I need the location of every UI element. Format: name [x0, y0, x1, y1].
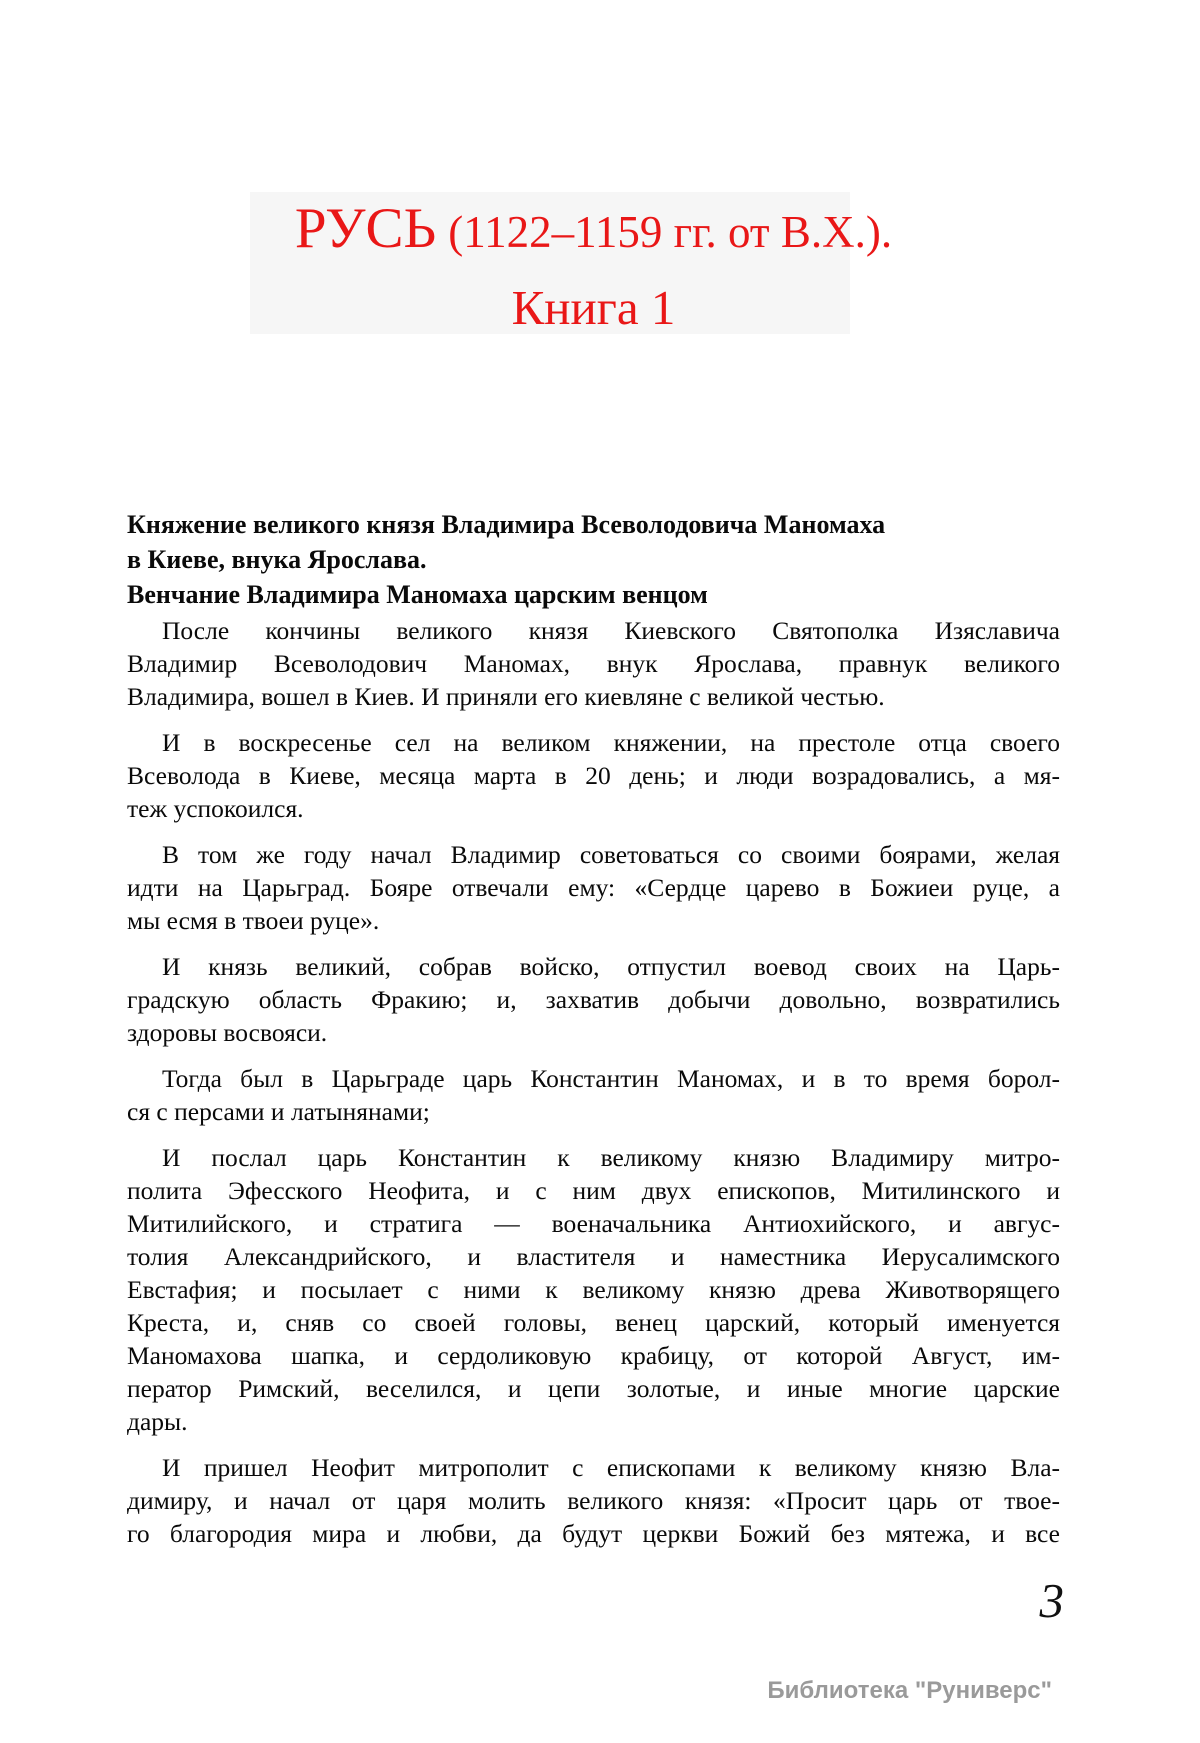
- text-line: И князь великий, собрав войско, отпустил воевод своих на Царь-: [162, 952, 1060, 981]
- paragraph: [127, 1141, 1060, 1438]
- text-line: градскую область Фракию; и, захватив добычи довольно, возвратились: [127, 985, 1060, 1014]
- paragraph: [127, 838, 1060, 937]
- text-line: Креста, и, сняв со своей головы, венец царский, который именуется: [127, 1308, 1060, 1337]
- text-line: Маномахова шапка, и сердоликовую крабицу, от которой Август, им-: [127, 1341, 1060, 1370]
- paragraph: [127, 1062, 1060, 1128]
- text-line: И в воскресенье сел на великом княжении, на престоле отца своего: [162, 728, 1060, 757]
- text-line: И пришел Неофит митрополит с епископами к великому князю Вла-: [162, 1453, 1060, 1482]
- text-line: го благородия мира и любви, да будут церкви Божий без мятежа, и все: [127, 1519, 1060, 1548]
- text-line: мы есмя в твоеи руце».: [127, 906, 380, 935]
- text-line: здоровы восвояси.: [127, 1018, 328, 1047]
- text-line: идти на Царьград. Бояре отвечали ему: «Сердце царево в Божиеи руце, а: [127, 873, 1060, 902]
- page-number: 3: [1039, 1573, 1064, 1628]
- chapter-title: [127, 196, 1060, 340]
- text-line: Владимир Всеволодович Маномах, внук Ярослава, правнук великого: [127, 649, 1060, 678]
- body-text: [127, 614, 1060, 1550]
- text-line: После кончины великого князя Киевского Святополка Изяславича: [162, 616, 1060, 645]
- paragraph: [127, 726, 1060, 825]
- text-line: Владимира, вошел в Киев. И приняли его киевляне с великой честью.: [127, 682, 885, 711]
- text-line: ся с персами и латынянами;: [127, 1097, 430, 1126]
- chapter-title-book: Книга 1: [511, 280, 676, 335]
- text-line: Тогда был в Царьграде царь Константин Маномах, и в то время борол-: [162, 1064, 1060, 1093]
- text-line: теж успокоился.: [127, 794, 304, 823]
- text-line: И послал царь Константин к великому князю Владимиру митро-: [162, 1143, 1060, 1172]
- library-watermark: Библиотека "Руниверс": [767, 1677, 1052, 1704]
- text-line: димиру, и начал от царя молить великого князя: «Просит царь от твое-: [127, 1486, 1060, 1515]
- paragraph: [127, 950, 1060, 1049]
- text-line: Евстафия; и посылает с ними к великому князю древа Животворящего: [127, 1275, 1060, 1304]
- paragraph: [127, 1451, 1060, 1550]
- text-line: Всеволода в Киеве, месяца марта в 20 день; и люди возрадовались, а мя-: [127, 761, 1060, 790]
- paragraph: [127, 614, 1060, 713]
- text-line: В том же году начал Владимир советоваться со своими боярами, желая: [162, 840, 1060, 869]
- text-line: ператор Римский, веселился, и цепи золотые, и иные многие царские: [127, 1374, 1060, 1403]
- text-line: толия Александрийского, и властителя и наместника Иерусалимского: [127, 1242, 1060, 1271]
- heading-line: в Киеве, внука Ярослава.: [127, 545, 427, 574]
- chapter-title-line1: [127, 196, 1060, 276]
- text-line: дары.: [127, 1407, 188, 1436]
- text-line: полита Эфесского Неофита, и с ним двух епископов, Митилинского и: [127, 1176, 1060, 1205]
- heading-line: Княжение великого князя Владимира Всеволодовича Маномаха: [127, 510, 886, 539]
- section-heading: [127, 507, 1060, 612]
- heading-line: Венчание Владимира Маномаха царским венцом: [127, 580, 708, 609]
- chapter-title-dates: (1122–1159 гг. от В.Х.).: [448, 207, 893, 257]
- text-line: Митилийского, и стратига — военачальника Антиохийского, и авгус-: [127, 1209, 1060, 1238]
- chapter-title-main: РУСЬ: [294, 197, 437, 260]
